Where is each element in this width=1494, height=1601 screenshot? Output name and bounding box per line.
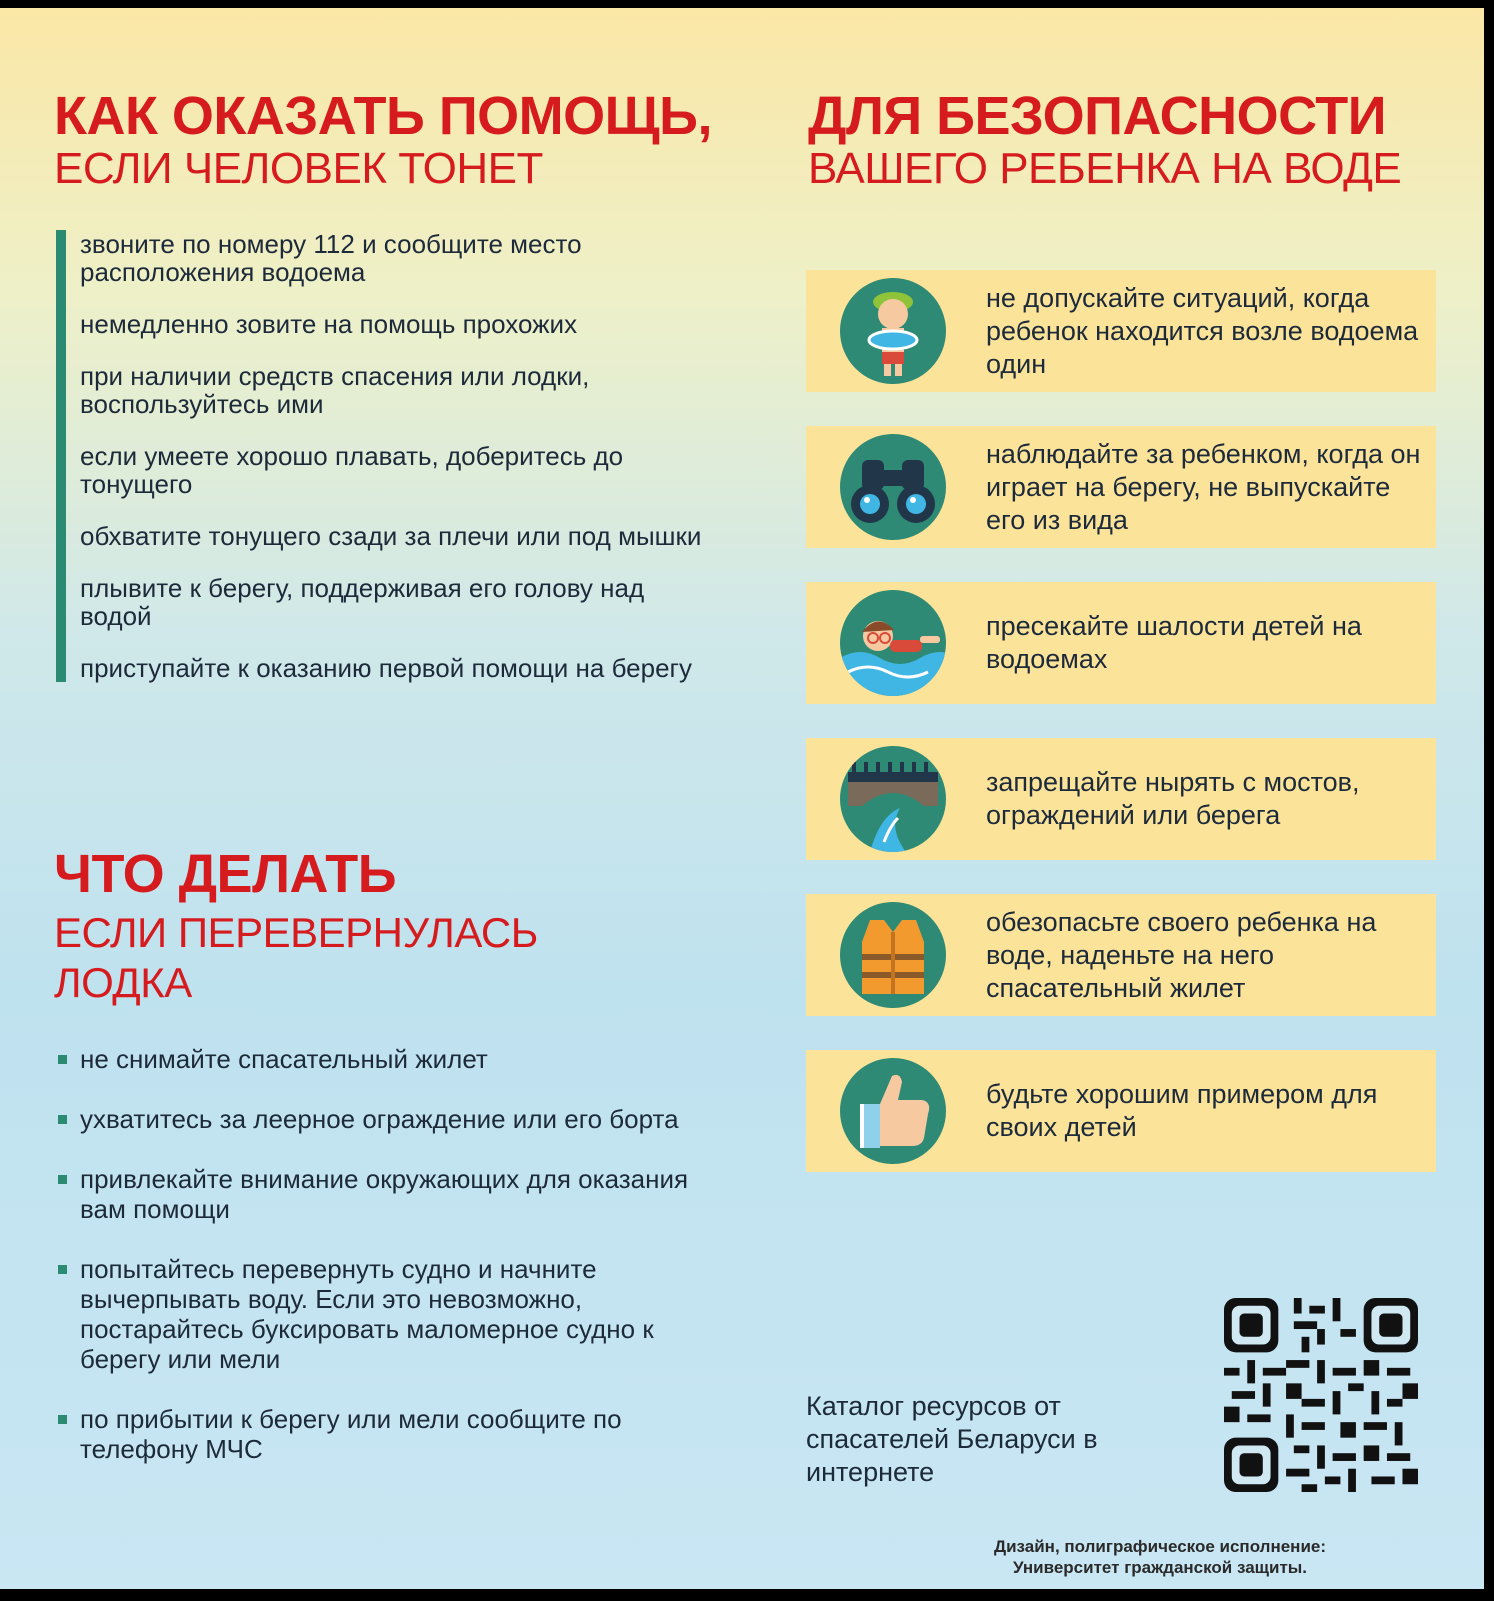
boat-subtitle: ЕСЛИ ПЕРЕВЕРНУЛАСЬ ЛОДКА — [54, 909, 538, 1006]
boat-title: ЧТО ДЕЛАТЬ — [54, 844, 397, 904]
boat-item: не снимайте спасательный жилет — [56, 1044, 706, 1074]
safety-card-text: наблюдайте за ребенком, когда он играет на берегу, не выпускайте его из вида — [986, 438, 1421, 535]
safety-card — [806, 426, 1436, 548]
safety-card — [806, 270, 1436, 392]
safety-card — [806, 582, 1436, 704]
credit-line: Университет гражданской защиты. — [1012, 1558, 1308, 1577]
boat-list — [56, 1044, 706, 1494]
safety-card-text: будьте хорошим примером для своих детей — [986, 1079, 1378, 1142]
help-step: плывите к берегу, поддерживая его голову над водой — [80, 573, 645, 631]
safety-cards — [806, 270, 1436, 1206]
safety-card-text: не допускайте ситуаций, когда ребенок находится возле водоема один — [986, 282, 1419, 379]
help-step: звоните по номеру 112 и сообщите место расположения водоема — [80, 229, 582, 287]
safety-card — [806, 894, 1436, 1016]
life-vest-icon — [840, 902, 946, 1008]
help-step: приступайте к оказанию первой помощи на берегу — [80, 653, 693, 683]
boat-item: по прибытии к берегу или мели сообщите по телефону МЧС — [56, 1404, 706, 1464]
qr-code[interactable] — [1224, 1298, 1418, 1492]
safety-card — [806, 738, 1436, 860]
help-step: обхватите тонущего сзади за плечи или под мышки — [80, 521, 702, 551]
thumbs-up-icon — [840, 1058, 946, 1164]
swimming-child-icon — [840, 590, 946, 696]
safety-subtitle: ВАШЕГО РЕБЕНКА НА ВОДЕ — [808, 144, 1402, 193]
help-subtitle: ЕСЛИ ЧЕЛОВЕК ТОНЕТ — [54, 144, 543, 193]
safety-title: ДЛЯ БЕЗОПАСНОСТИ — [808, 86, 1387, 146]
catalog-text: Каталог ресурсов от спасателей Беларуси в интернете — [806, 1391, 1098, 1487]
safety-card-text: запрещайте нырять с мостов, ограждений или берега — [986, 767, 1360, 830]
safety-card-text: обезопасьте своего ребенка на воде, наденьте на него спасательный жилет — [986, 906, 1377, 1003]
poster — [0, 8, 1484, 1589]
safety-card-text: пресекайте шалости детей на водоемах — [986, 611, 1362, 674]
boat-item: привлекайте внимание окружающих для оказания вам помощи — [56, 1164, 706, 1224]
help-steps-list — [56, 230, 720, 682]
boat-item: попытайтесь перевернуть судно и начните вычерпывать воду. Если это невозможно, постарайтесь буксировать маломерное судно к берегу или мели — [56, 1254, 706, 1374]
binoculars-icon — [840, 434, 946, 540]
help-step: немедленно зовите на помощь прохожих — [80, 309, 578, 339]
boat-item: ухватитесь за леерное ограждение или его борта — [56, 1104, 706, 1134]
help-title: КАК ОКАЗАТЬ ПОМОЩЬ, — [54, 86, 712, 146]
help-step: при наличии средств спасения или лодки, воспользуйтесь ими — [80, 361, 590, 419]
credit-line: Дизайн, полиграфическое исполнение: — [993, 1537, 1327, 1556]
safety-card — [806, 1050, 1436, 1172]
child-with-swim-ring-icon — [840, 278, 946, 384]
credit-text — [900, 1536, 1420, 1578]
bridge-water-icon — [840, 746, 946, 852]
help-step: если умеете хорошо плавать, доберитесь до тонущего — [80, 441, 624, 499]
